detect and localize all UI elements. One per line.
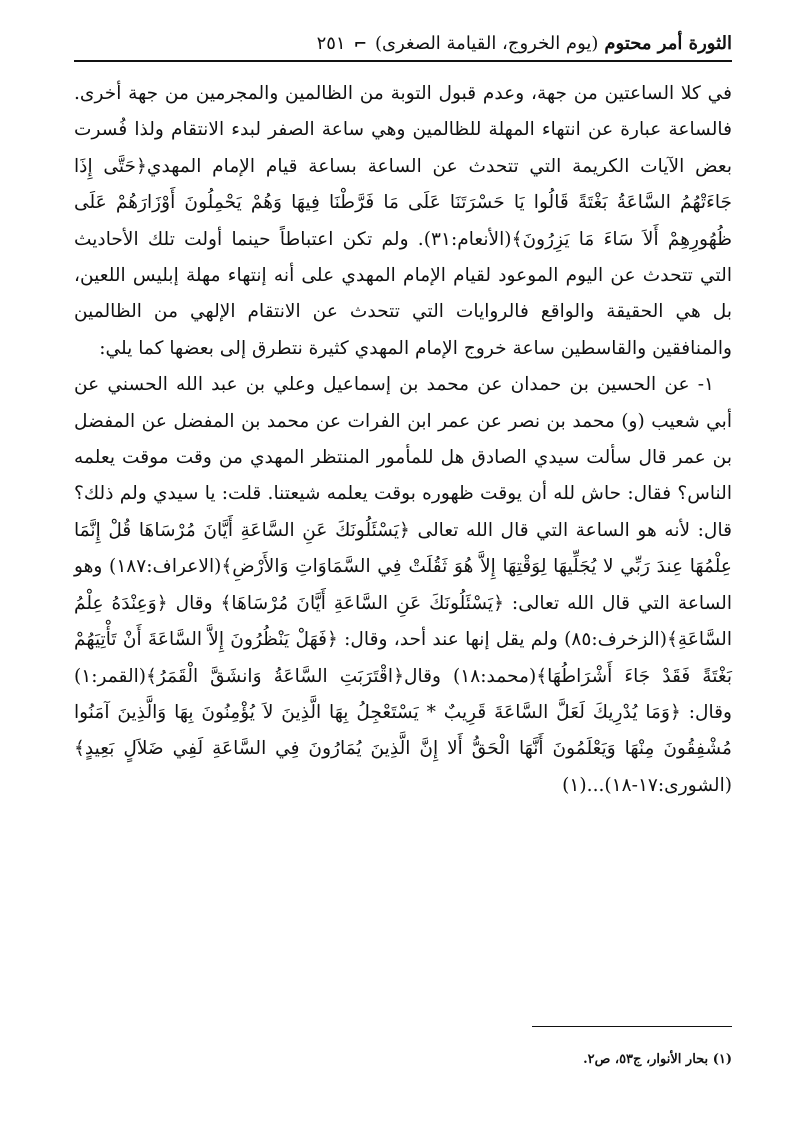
footnote-rule (532, 1026, 732, 1027)
paragraph-2: ١- عن الحسين بن حمدان عن محمد بن إسماعيل وعلي بن عبد الله الحسني عن أبي شعيب (و) محمد بن نصر عن عمر ابن الفرات عن محمد بن المفضل عن المفضل بن عمر قال سألت سيدي الصادق هل للمأمور المنتظر المهدي من وقت موقت يعلمه الناس؟ فقال: حاش لله أن يوقت ظهوره بوقت يعلمه شيعتنا. قلت: يا سيدي ولم ذلك؟ قال: لأنه هو الساعة التي قال الله تعالى ﴿يَسْئَلُونَكَ عَنِ السَّاعَةِ أَيَّانَ مُرْسَاهَا قُلْ إِنَّمَا عِلْمُهَا عِندَ رَبِّي لا يُجَلِّيهَا لِوَقْتِهَا إِلاَّ هُوَ ثَقُلَتْ فِي السَّمَاوَاتِ وَالأَرْضِ﴾(الاعراف:١٨٧) وهو الساعة التي قال الله تعالى: ﴿يَسْئَلُونَكَ عَنِ السَّاعَةِ أَيَّانَ مُرْسَاهَا﴾ وقال ﴿وَعِنْدَهُ عِلْمُ السَّاعَةِ﴾(الزخرف:٨٥) ولم يقل إنها عند أحد، وقال: ﴿فَهَلْ يَنْظُرُونَ إِلاَّ السَّاعَةَ أَنْ تَأْتِيَهُمْ بَغْتَةً فَقَدْ جَاءَ أَشْرَاطُهَا﴾(محمد:١٨) وقال﴿اقْتَرَبَتِ السَّاعَةُ وَانشَقَّ الْقَمَرُ﴾(القمر:١) وقال: ﴿وَمَا يُدْرِيكَ لَعَلَّ السَّاعَةَ قَرِيبٌ * يَسْتَعْجِلُ بِهَا الَّذِينَ لاَ يُؤْمِنُونَ بِهَا وَالَّذِينَ آمَنُوا مُشْفِقُونَ مِنْهَا وَيَعْلَمُونَ أَنَّهَا الْحَقُّ أَلا إِنَّ الَّذِينَ يُمَارُونَ فِي السَّاعَةِ لَفِي ضَلاَلٍ بَعِيدٍ﴾(الشورى:١٧-١٨)...(١) (74, 374, 733, 796)
paragraph-1: في كلا الساعتين من جهة، وعدم قبول التوبة من الظالمين والمجرمين من جهة أخرى. فالساعة عبارة عن انتهاء المهلة للظالمين وهي ساعة الصفر لبدء الانتقام ولذا فُسرت بعض الآيات الكريمة التي تتحدث عن الساعة بساعة قيام الإمام المهدي﴿حَتَّى إِذَا جَاءَتْهُمُ السَّاعَةُ بَغْتَةً قَالُوا يَا حَسْرَتَنَا عَلَى مَا فَرَّطْنَا فِيهَا وَهُمْ يَحْمِلُونَ أَوْزَارَهُمْ عَلَى ظُهُورِهِمْ أَلاَ سَاءَ مَا يَزِرُونَ﴾(الأنعام:٣١). ولم تكن اعتباطاً حينما أولت تلك الأحاديث التي تتحدث عن اليوم الموعود لقيام الإمام المهدي على أنه إنتهاء مهلة إبليس اللعين، بل هي الحقيقة والواقع فالروايات التي تتحدث عن الانتقام الإلهي من الظالمين والمنافقين والقاسطين ساعة خروج الإمام المهدي كثيرة نتطرق إلى بعضها كما يلي: (74, 83, 733, 359)
book-title: الثورة أمر محتوم (604, 32, 732, 54)
header-separator-icon: ⌐ (353, 33, 367, 53)
page-number: ٢٥١ (316, 32, 346, 54)
page (74, 30, 732, 1144)
body-text (74, 76, 732, 804)
header-rule (74, 60, 732, 62)
running-header (74, 30, 732, 56)
footnote: (١) بحار الأنوار، ج٥٣، ص٢. (583, 1052, 732, 1067)
book-subtitle: (يوم الخروج، القيامة الصغرى) (374, 32, 599, 54)
